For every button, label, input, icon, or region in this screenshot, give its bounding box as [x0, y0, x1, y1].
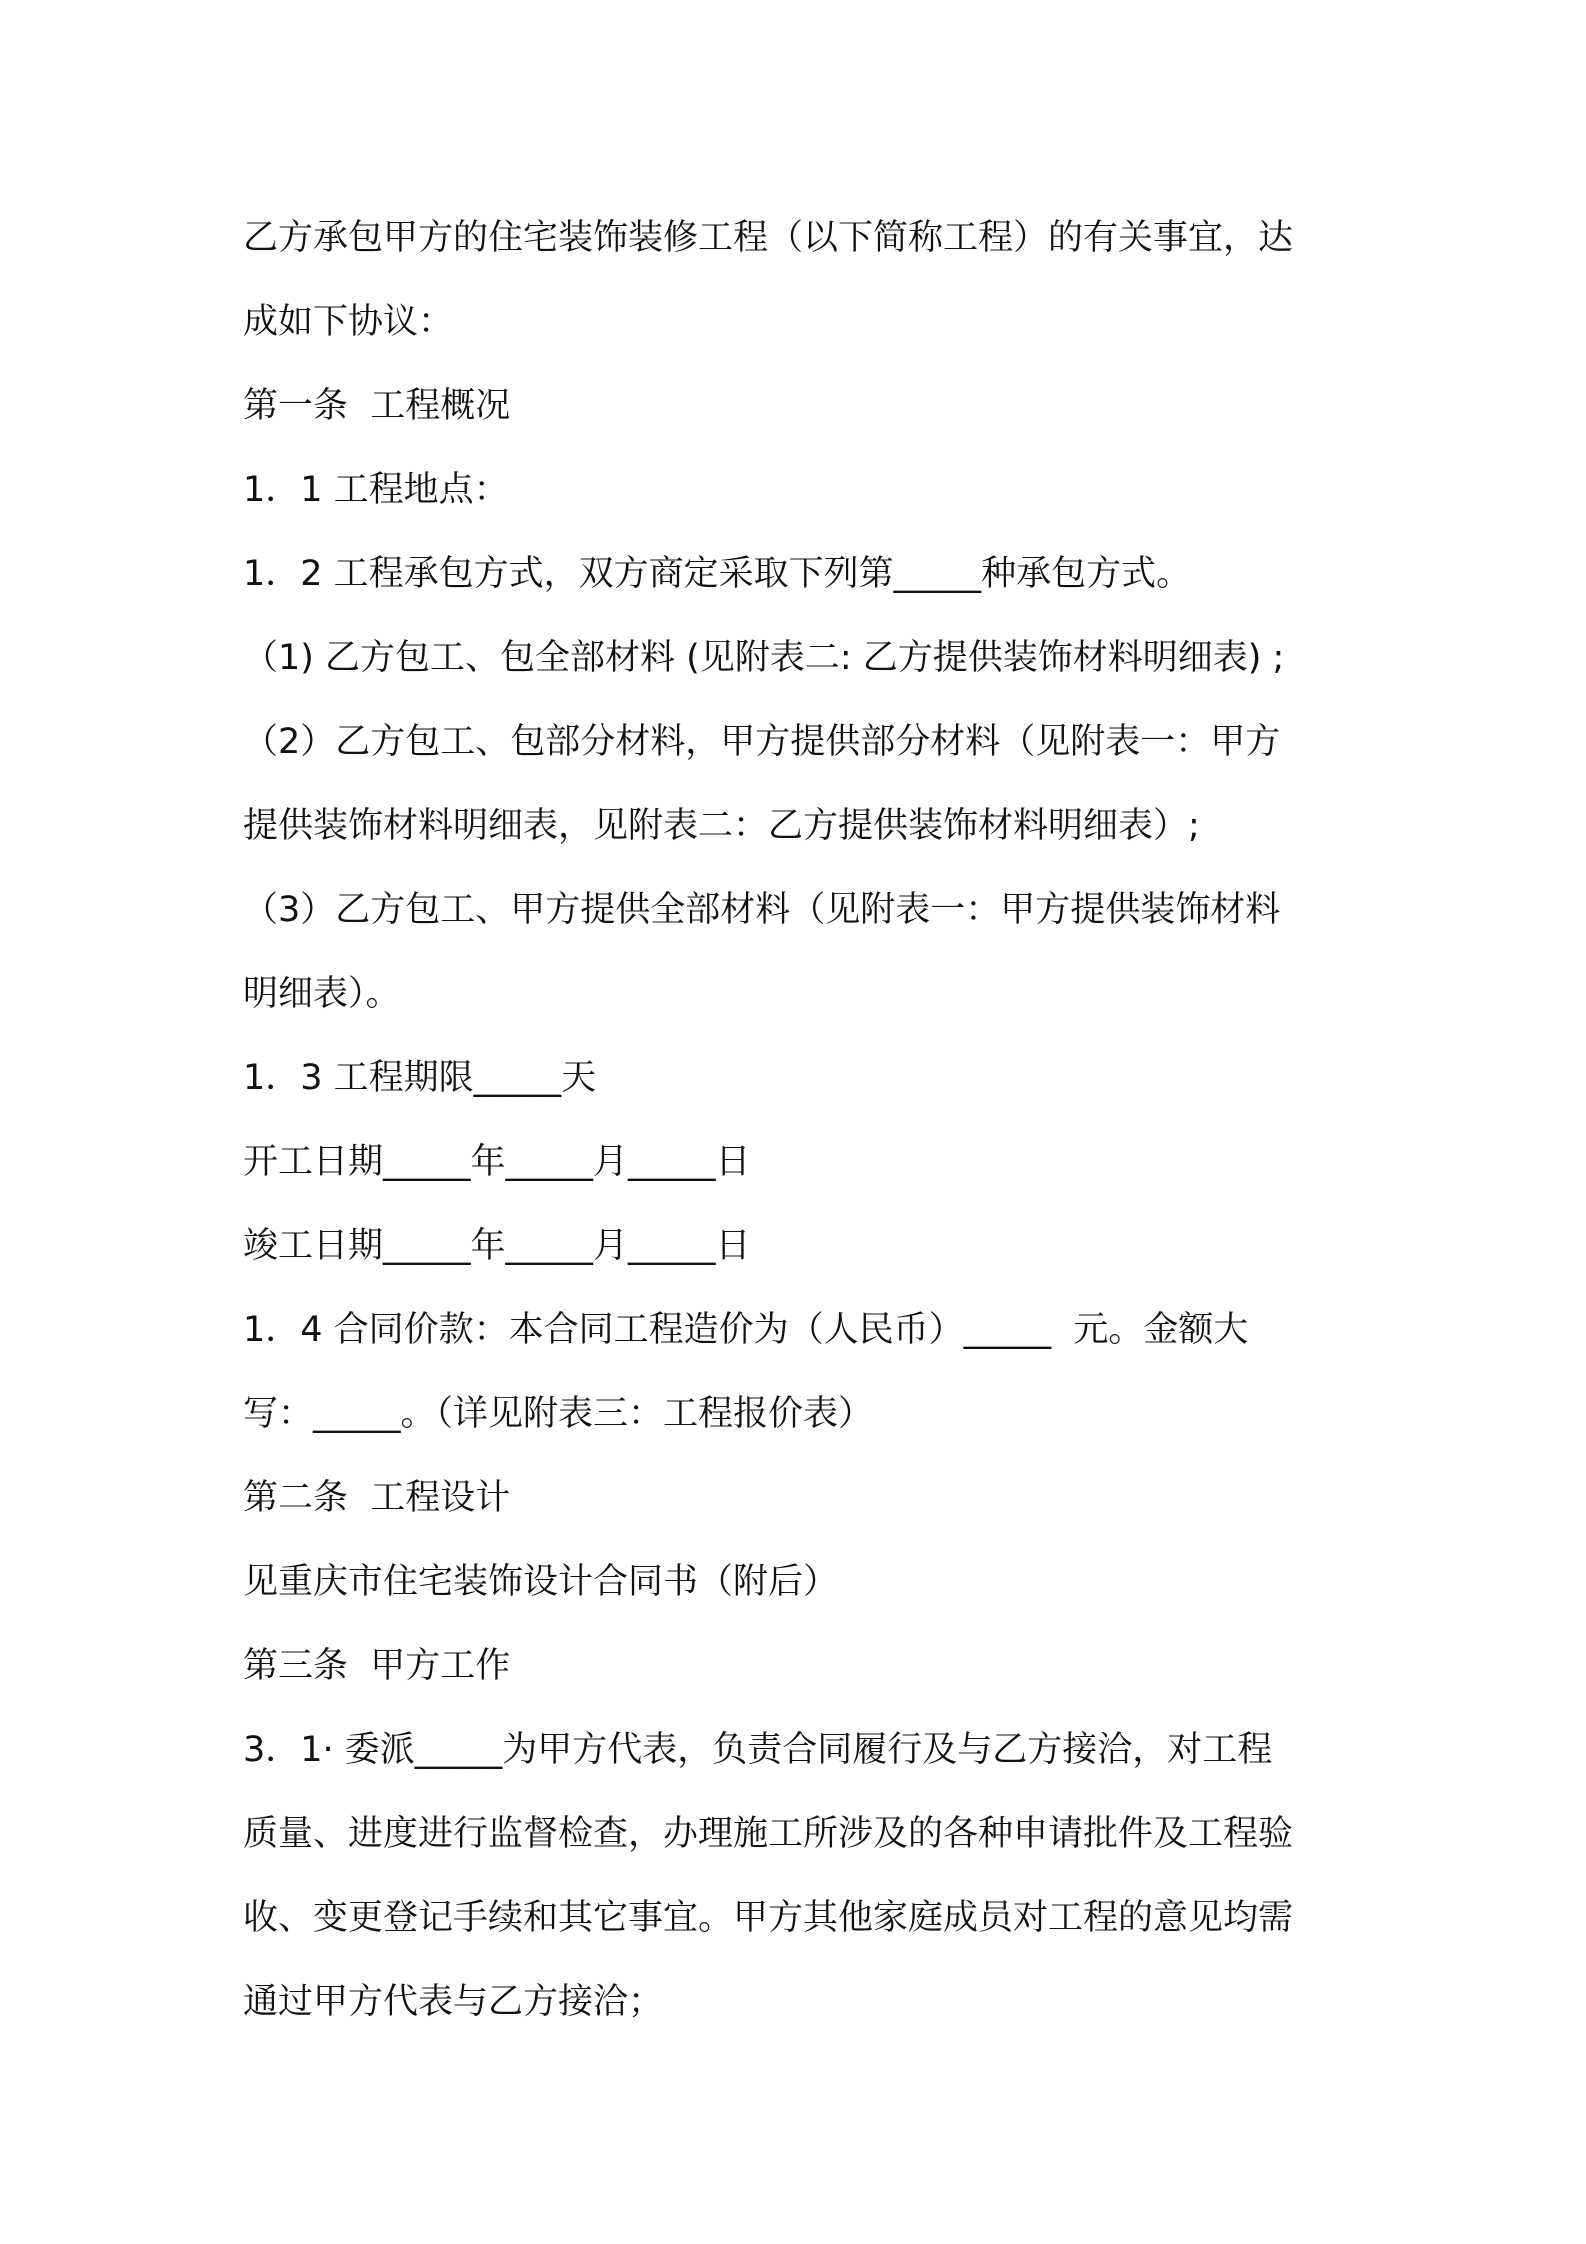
clause-line: 1．4 合同价款：本合同工程造价为（人民币）_____ 元。金额大 — [243, 1310, 1249, 1350]
section-heading: 第一条 工程概况 — [243, 386, 511, 426]
option-line: （1) 乙方包工、包全部材料 (见附表二: 乙方提供装饰材料明细表) ; — [243, 638, 1285, 678]
clause-line: 1．2 工程承包方式，双方商定采取下列第_____种承包方式。 — [243, 554, 1192, 594]
contract-body — [243, 196, 1353, 2044]
section-heading: 第三条 甲方工作 — [243, 1646, 511, 1686]
paragraph-line: 成如下协议： — [243, 302, 454, 342]
paragraph-line: 通过甲方代表与乙方接洽； — [243, 1982, 664, 2022]
clause-line: 1．3 工程期限_____天 — [243, 1058, 597, 1098]
date-line: 开工日期_____年_____月_____日 — [243, 1142, 751, 1182]
clause-line: 3．1· 委派_____为甲方代表，负责合同履行及与乙方接洽，对工程 — [243, 1730, 1273, 1770]
section-heading: 第二条 工程设计 — [243, 1478, 511, 1518]
paragraph-line: 见重庆市住宅装饰设计合同书（附后） — [243, 1562, 839, 1602]
clause-line: 写：_____。（详见附表三：工程报价表） — [243, 1394, 874, 1434]
option-line: （2）乙方包工、包部分材料，甲方提供部分材料（见附表一：甲方 — [243, 722, 1281, 762]
option-line: （3）乙方包工、甲方提供全部材料（见附表一：甲方提供装饰材料 — [243, 890, 1281, 930]
clause-line: 1．1 工程地点： — [243, 470, 509, 510]
date-line: 竣工日期_____年_____月_____日 — [243, 1226, 751, 1266]
paragraph-line: 收、变更登记手续和其它事宜。甲方其他家庭成员对工程的意见均需 — [243, 1898, 1294, 1938]
paragraph-line: 质量、进度进行监督检查，办理施工所涉及的各种申请批件及工程验 — [243, 1814, 1294, 1854]
paragraph-line: 乙方承包甲方的住宅装饰装修工程（以下简称工程）的有关事宜，达 — [243, 218, 1294, 258]
option-line: 提供装饰材料明细表，见附表二：乙方提供装饰材料明细表）; — [243, 806, 1200, 846]
option-line: 明细表）。 — [243, 974, 401, 1014]
